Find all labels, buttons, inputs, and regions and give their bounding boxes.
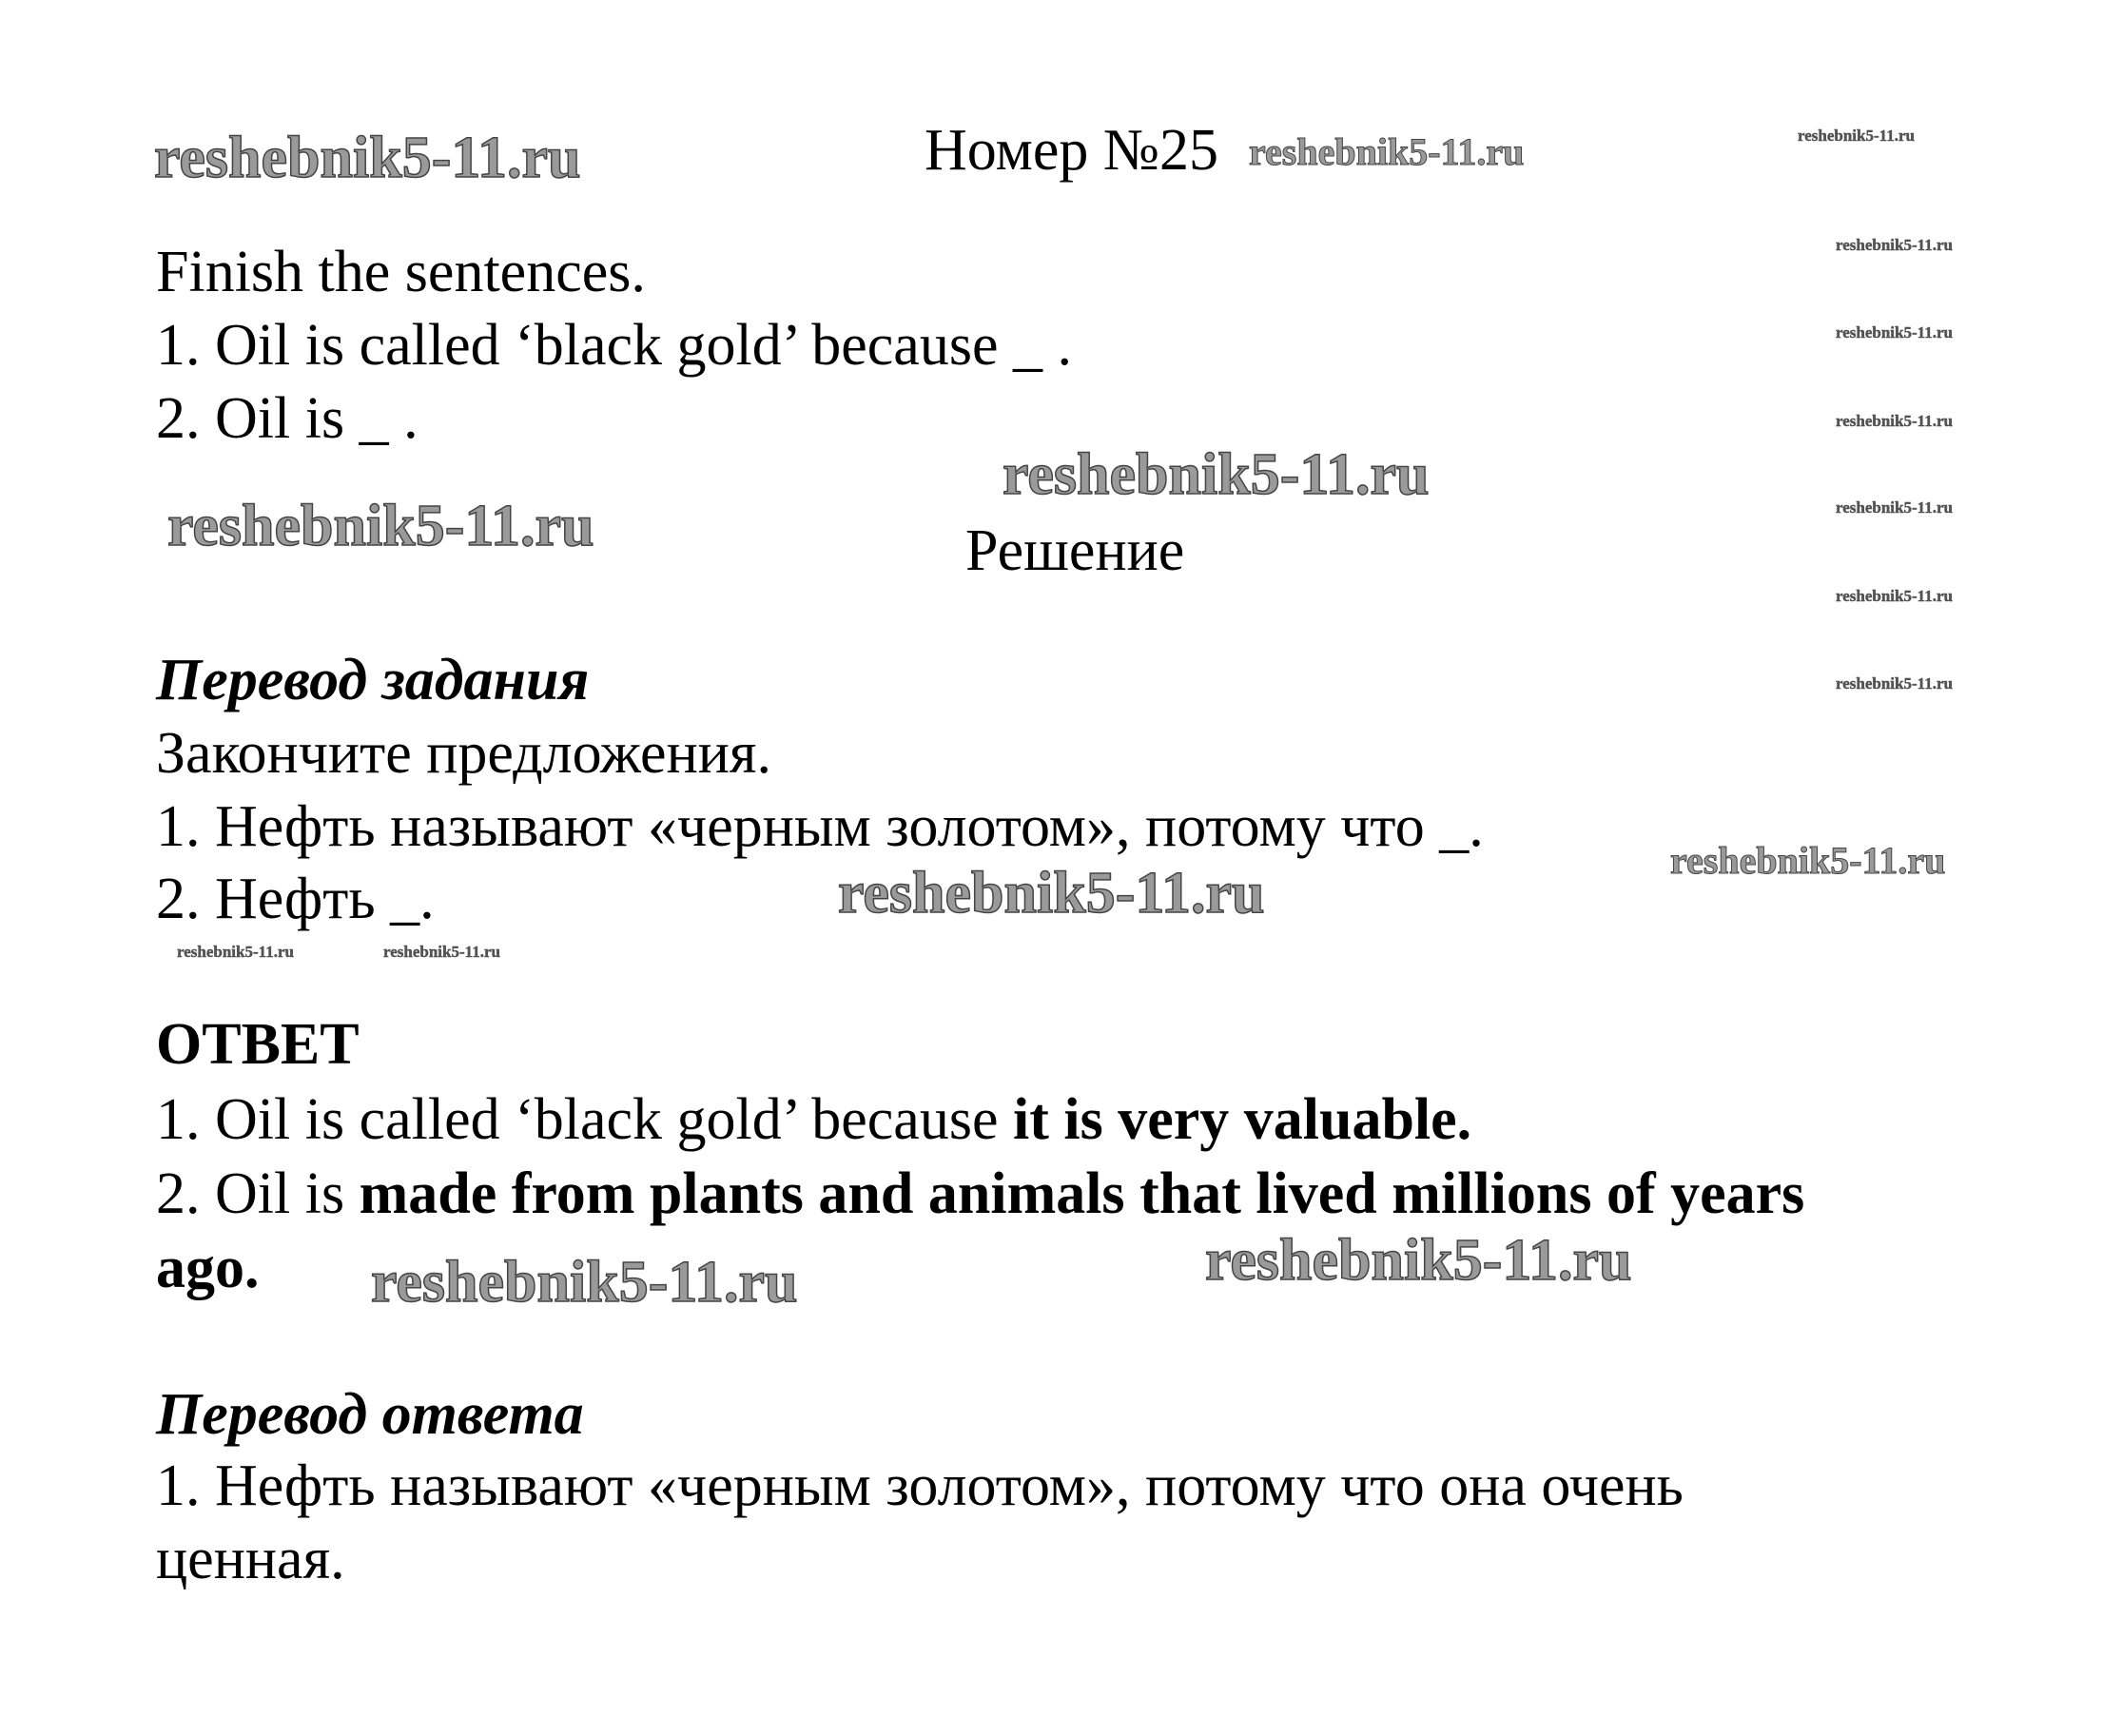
watermark: reshebnik5-11.ru	[1798, 127, 1915, 145]
watermark: reshebnik5-11.ru	[383, 943, 500, 961]
watermark: reshebnik5-11.ru	[371, 1250, 798, 1315]
answer-heading: ОТВЕТ	[156, 1012, 360, 1077]
watermark: reshebnik5-11.ru	[838, 861, 1265, 926]
answer-translation-line-2: ценная.	[156, 1527, 345, 1591]
watermark: reshebnik5-11.ru	[1205, 1228, 1632, 1293]
answer-line-3: ago.	[156, 1236, 260, 1300]
task-item-1: 1. Oil is called ‘black gold’ because _ .	[156, 313, 1072, 378]
task-prompt: Finish the sentences.	[156, 240, 646, 304]
task-translation-item-1: 1. Нефть называют «черным золотом», потому что _.	[156, 794, 1484, 859]
task-translation-item-2: 2. Нефть _.	[156, 867, 435, 931]
watermark: reshebnik5-11.ru	[177, 943, 294, 961]
watermark: reshebnik5-11.ru	[1670, 839, 1946, 882]
watermark: reshebnik5-11.ru	[154, 126, 581, 190]
watermark: reshebnik5-11.ru	[167, 494, 594, 558]
solution-label: Решение	[965, 518, 1185, 583]
answer-translation-heading: Перевод ответа	[156, 1382, 584, 1447]
answer-line-2-answer: made from plants and animals that lived millions of years	[359, 1161, 1805, 1226]
watermark: reshebnik5-11.ru	[1836, 587, 1953, 605]
task-item-2: 2. Oil is _ .	[156, 386, 419, 451]
answer-line-1-answer: it is very valuable.	[1012, 1087, 1472, 1152]
watermark: reshebnik5-11.ru	[1249, 130, 1525, 173]
answer-line-2	[156, 1156, 1804, 1232]
task-translation-prompt: Закончите предложения.	[156, 721, 771, 786]
watermark: reshebnik5-11.ru	[1836, 674, 1953, 692]
watermark: reshebnik5-11.ru	[1836, 236, 1953, 254]
answer-line-1-prefix: 1. Oil is called ‘black gold’ because	[156, 1087, 1013, 1152]
answer-line-2-prefix: 2. Oil is	[156, 1161, 360, 1226]
answer-translation-line-1: 1. Нефть называют «черным золотом», потому что она очень	[156, 1453, 1684, 1518]
task-translation-heading: Перевод задания	[156, 648, 590, 712]
watermark: reshebnik5-11.ru	[1836, 412, 1953, 430]
watermark: reshebnik5-11.ru	[1003, 442, 1430, 507]
page-title: Номер №25	[925, 118, 1219, 183]
watermark: reshebnik5-11.ru	[1836, 323, 1953, 341]
answer-line-1	[156, 1082, 1471, 1158]
watermark: reshebnik5-11.ru	[1836, 498, 1953, 517]
